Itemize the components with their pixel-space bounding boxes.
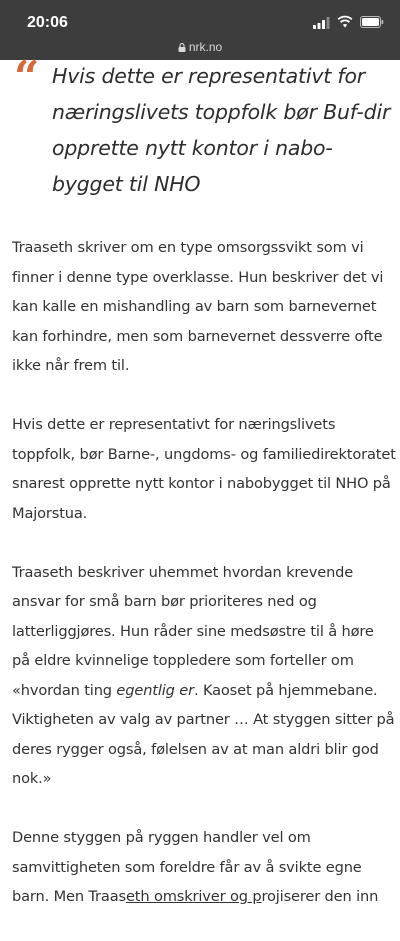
lock-icon [178,43,186,52]
article-body [12,233,396,941]
paragraph-4-text-b: rojiserer den inn [261,888,379,905]
url-text: nrk.no [188,40,223,54]
cellular-signal-icon [313,17,330,29]
pull-quote: Hvis dette er representativt for næringslivets toppfolk bør Buf-dir opprette nytt kontor i nabo-bygget til NHO [52,64,391,196]
paragraph-2: Hvis dette er representativt for næringslivets toppfolk, bør Barne-, ungdoms- og familiedirektoratet snarest opprette nytt kontor i nabobygget til NHO på Majorstua. [12,416,396,522]
clock-time: 20:06 [27,14,68,31]
paragraph-3-text-a: Traaseth beskriver uhemmet hvordan krevende ansvar for små barn bør prioriteres ned og latterliggjøres. Hun råder sine medsøstre til å høre på eldre kvinnelige toppledere som forteller om «hvordan ting [12,563,374,699]
paragraph-3-text-b: . Kaoset på hjemmebane. Viktigheten av valg av partner … At styggen sitter på deres rygger også, følelsen av at man aldri blir god nok.» [12,681,395,787]
paragraph-3 [12,558,396,794]
paragraph-1: Traaseth skriver om en type omsorgssvikt som vi finner i denne type overklasse. Hun beskriver det vi kan kalle en mishandling av barn som barnevernet kan forhindre, men som barnevernet dessverre ofte ikke når frem til. [12,239,384,374]
status-bar [0,0,400,60]
paragraph-4-text-a: Denne styggen på ryggen handler vel om samvittigheten som foreldre får av å svikte egne barn. Men Traas [12,829,362,905]
battery-icon [360,16,384,28]
wifi-icon [337,15,353,28]
paragraph-3-emphasis: egentlig er [116,681,194,699]
paragraph-4-underlined: eth omskriver og p [125,888,262,905]
quote-mark-icon: “ [14,52,40,103]
paragraph-4 [12,823,396,912]
address-bar[interactable] [0,40,400,54]
